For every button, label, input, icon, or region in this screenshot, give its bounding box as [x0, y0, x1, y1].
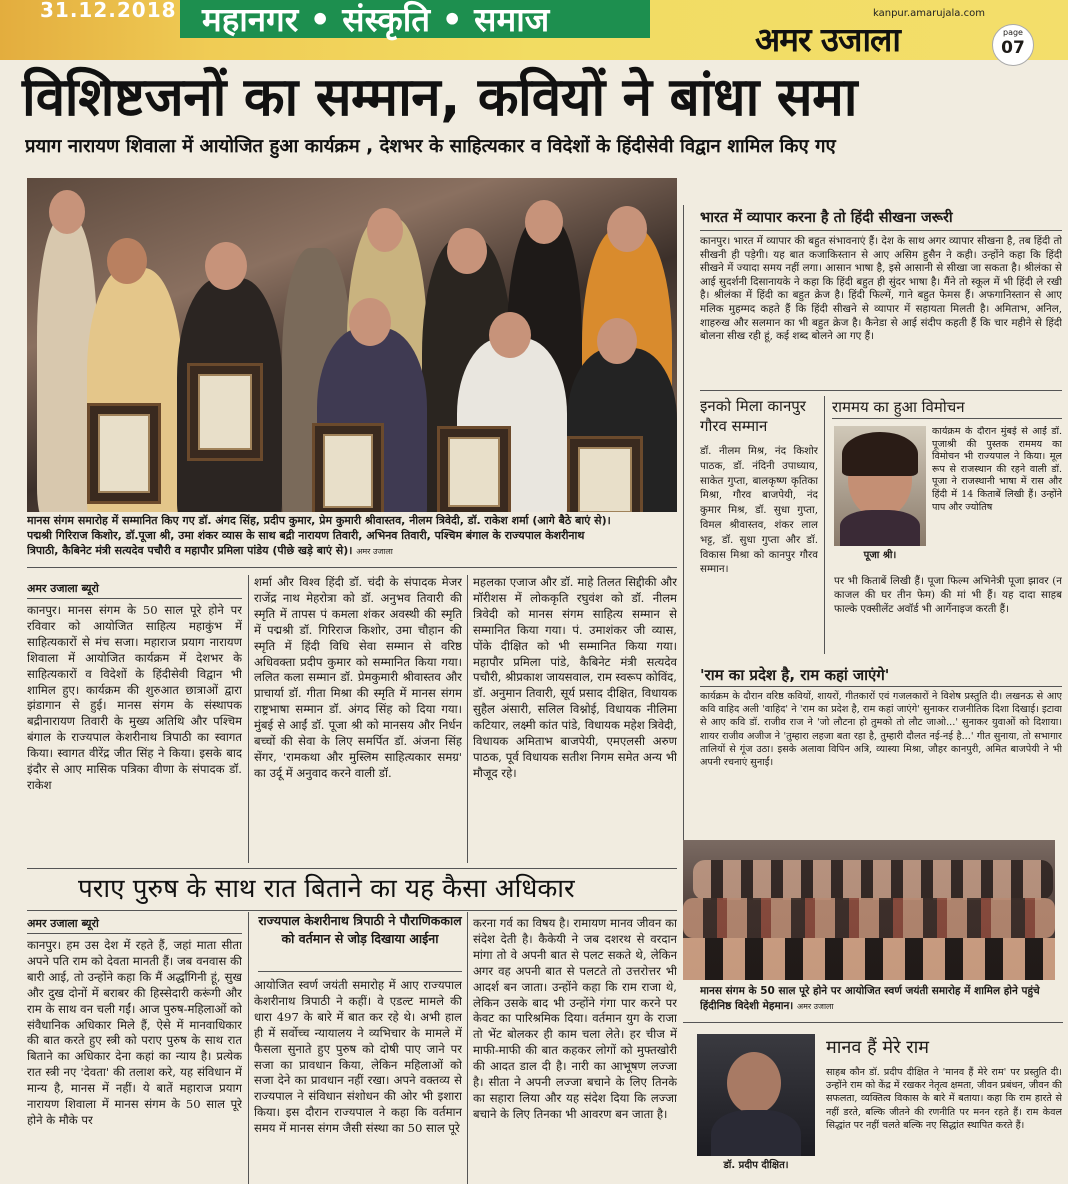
- second-article-col-3: [473, 916, 677, 1184]
- group-photo-credit: अमर उजाला: [796, 1002, 834, 1011]
- main-article-col-2: [254, 575, 462, 863]
- sidebar-india-text: कानपुर। भारत में व्यापार की बहुत संभावनाएं हैं। देश के साथ अगर व्यापार सीखना है, तब हिंदी तो सीखनी ही पड़ेगी। यह बात कजाकिस्तान से आए असिम हुसैन ने कही। उन्होंने कहा कि हिंदी सीखने में ज्यादा समय नहीं लगा। आसान भाषा है, इसे आसानी से सीखा जा सकता है। श्रीलंका से आई सुदर्शनी दिसानायके ने कहा कि हिंदी बहुत ही सुंदर भाषा है। मैंने तो स्कूल में भी हिंदी ले रखी है। श्रीलंका में हिंदी का बहुत क्रेज है। हिंदी फिल्में, गाने बहुत फेमस हैं। अफगानिस्तान से आए मलिक मुहम्मद कहते हैं कि हिंदी सीखने से व्यापार में सहायता मिलती है। अमिताभ, अनिल, शाहरुख और सलमान का भी बहुत क्रेज है। कैनेडा से आई संदीप कहती हैं कि चार महीने से हिंदी बोलना सीख रही हूं, कई शब्द बोलने आ गए हैं।: [700, 235, 1062, 343]
- governor-box-heading: राज्यपाल केशरीनाथ त्रिपाठी ने पौराणिककाल को वर्तमान से जोड़ दिखाया आईना: [258, 913, 462, 946]
- main-headline: विशिष्टजनों का सम्मान, कवियों ने बांधा समा: [22, 67, 858, 128]
- sidebar-gaurav-heading: इनको मिला कानपुर गौरव सम्मान: [700, 397, 806, 435]
- sidebar-india-box: [700, 208, 1062, 383]
- page-number: 07: [1001, 38, 1025, 58]
- pooja-shree-caption: पूजा श्री।: [863, 550, 897, 561]
- second-article-col-2: [254, 978, 462, 1184]
- sidebar-manav-text: साहब कौन डॉ. प्रदीप दीक्षित ने 'मानव हैं मेरे राम' पर प्रस्तुति दी। उन्होंने राम को केंद्र में रखकर नेतृत्व क्षमता, जीवन प्रबंधन, जीवन की सफलता, व्यक्तित्व विकास के बारे में बताया। कहा कि राम हारते से नहीं डरते, बल्कि जीतने की रणनीति पर मनन रहते हैं। राम केवल सिद्धांत पर नहीं चलते बल्कि नए सिद्धांत स्थापित करते हैं।: [826, 1067, 1062, 1131]
- photo-credit: अमर उजाला: [356, 547, 393, 556]
- governor-highlight-box: [258, 912, 462, 972]
- pooja-shree-photo: [834, 426, 926, 546]
- main-article-col-3-text: महलका एजाज और डॉ. माहे तिलत सिद्दीकी और मॉरीशस में लोककृति रघुवंश को डॉ. नीलम त्रिवेदी को मानस संगम साहित्य सम्मान से सम्मानित किया गया। पं. उमाशंकर जी व्यास, पोंके दीक्षित को भी सम्मानित किया गया। महापौर प्रमिला पांडे, कैबिनेट मंत्री सत्यदेव पचौरी, श्रीप्रकाश जायसवाल, राम स्वरूप कोविंद, डॉ. अनुमान तिवारी, सूर्य प्रसाद दीक्षित, विधायक सुहैल अंसारी, सलिल विश्नोई, विधायक नीलिमा कटियार, लक्ष्मी कांत पांडे, विधायक महेश त्रिवेदी, विधायक अमिताभ बाजपेयी, एमएलसी अरुण पाठक, पूर्व विधायक सतीश निगम समेत अन्य भी मौजूद रहे।: [473, 575, 677, 780]
- second-headline: पराए पुरुष के साथ रात बिताने का यह कैसा अधिकार: [78, 874, 575, 904]
- page-badge-label: page: [1003, 28, 1023, 37]
- photo-caption-line-2: पद्मश्री गिरिराज किशोर, डॉ.पूजा श्री, उमा शंकर व्यास के साथ बद्री नारायण तिवारी, अभिनव तिवारी, पश्चिम बंगाल के राज्यपाल केशरीनाथ: [27, 529, 585, 542]
- paper-logo: अमर उजाला: [755, 20, 900, 59]
- main-article-col-1-text: कानपुर। मानस संगम के 50 साल पूरे होने पर रविवार को आयोजित साहित्य महाकुंभ में साहित्यकारों से मंच सजा। महाराज प्रयाग नारायण शिवाला में आयोजित कार्यक्रम में देशभर के साहित्यकारों व विदेशों के हिंदीसेवी विद्वान भी शामिल हुए। कार्यक्रम की शुरुआत छात्राओं द्वारा झंडागान से हुई। मानस संगम के संस्थापक बद्रीनारायण तिवारी के मुख्य अतिथि और पश्चिम बंगाल के राज्यपाल केशरीनाथ त्रिपाठी का स्वागत किया। स्वागत वीरेंद्र जीत सिंह ने किया। इसके बाद इंदौर से आए मासिक पत्रिका वीणा के संपादक डॉ. राकेश: [27, 603, 242, 792]
- sidebar-vimochan-text: कार्यक्रम के दौरान मुंबई से आईं डॉ. पूजाश्री की पुस्तक राममय का विमोचन भी राज्यपाल ने किया। मूल रूप से राजस्थान की रहने वाली डॉ. पूजा ने राजस्थानी भाषा में रास और हिंदी में 14 किताबें लिखी हैं। उन्होंने पाप और ज्योतिष: [932, 426, 1062, 513]
- photo-caption-line-3: त्रिपाठी, कैबिनेट मंत्री सत्यदेव पचौरी व महापौर प्रमिला पांडेय (पीछे खड़े बाएं से)।: [27, 544, 353, 557]
- sidebar-gaurav-text: डॉ. नीलम मिश्र, नंद किशोर पाठक, डॉ. नंदिनी उपाध्याय, साकेत गुप्ता, बालकृष्ण कृतिका मिश्रा, गौरव बाजपेयी, नंद कुमार मिश्र, डॉ. सुधा गुप्ता, विमल श्रीवास्तव, शंकर लाल भट्ट, डॉ. सुधा गुप्ता और डॉ. विकास मिश्रा को कानपुर गौरव सम्मान।: [700, 445, 818, 576]
- second-byline: अमर उजाला ब्यूरो: [27, 917, 99, 930]
- second-article-col-2-text: आयोजित स्वर्ण जयंती समारोह में आए राज्यपाल केशरीनाथ त्रिपाठी ने कहीं। वे एडल्ट मामले की धारा 497 के बारे में बात कर रहे थे। अभी हाल ही में सर्वोच्च न्यायालय ने व्यभिचार के मामले में फैसला सुनाते हुए पुरुष को दोषी पाए जाने पर सजा का प्रावधान किया, लेकिन महिलाओं को सजा देने का प्रावधान नहीं रखा। अपने वक्तव्य से राज्यपाल ने संविधान संशोधन की ओर भी इशारा किया। इस दौरान राज्यपाल ने कहा कि वर्तमान समय में मानस संगम जैसी संस्था का 50 साल पूरे: [254, 978, 462, 1136]
- sidebar-vimochan-box: [832, 396, 1062, 661]
- sidebar-vimochan-text-2: पर भी किताबें लिखी हैं। पूजा फिल्म अभिनेत्री पूजा झावर (न काजल की घर तीन फेम) की मां भी हैं। यह दादा साहब फाल्के एक्सीलेंट अवॉर्ड भी आर्गेनाइज करती हैं।: [834, 575, 1062, 615]
- pradeep-dixit-caption: डॉ. प्रदीप दीक्षित।: [723, 1160, 789, 1171]
- main-article-col-1: [27, 603, 242, 861]
- sidebar-ram-heading: 'राम का प्रदेश है, राम कहां जाएंगे': [700, 664, 1062, 687]
- main-subheadline: प्रयाग नारायण शिवाला में आयोजित हुआ कार्यक्रम , देशभर के साहित्यकार व विदेशों के हिंदीसेवी विद्वान शामिल किए गए: [25, 136, 836, 157]
- issue-date: 31.12.2018: [40, 0, 177, 22]
- sidebar-manav-heading: मानव हैं मेरे राम: [826, 1037, 930, 1058]
- second-article-col-1: [27, 938, 242, 1184]
- sidebar-ram-box: [700, 664, 1062, 834]
- photo-caption: [27, 513, 677, 563]
- sidebar-ram-text: कार्यक्रम के दौरान वरिष्ठ कवियों, शायरों, गीतकारों एवं गजलकारों ने विशेष प्रस्तुति दी। लखनऊ से आए कवि वाहिद अली 'वाहिद' ने 'राम का प्रदेश है, राम कहां जाएंगे' सुनाकर राजनीतिक दिशा दिखाई। इटावा से आए कवि डॉ. राजीव राज ने 'जो लौटना हो तुमको तो लौट जाओ...' सुनाकर युवाओं को दिशाया। शायर राजीव अजीज ने 'तुम्हारा लहजा बता रहा है, तुम्हारी दौलत नई-नई है...' गीत सुनाया, तो सभागार तालियों से गूंज उठा। इसके अलावा विपिन अत्रि, व्यास्या मिश्रा, जौहर कानपुरी, अमित बाजपेयी ने भी अपनी रचनाएं सुनाईं।: [700, 691, 1062, 769]
- sidebar-gaurav-box: [700, 396, 818, 666]
- second-article-col-3-text: करना गर्व का विषय है। रामायण मानव जीवन का संदेश देती है। कैकेयी ने जब दशरथ से वरदान मांगा तो वे अपनी बात से पलट सकते थे, लेकिन अगर वह अपनी बात से पलटते तो उत्तरोत्तर भी आदर्श बन जाता। उन्होंने कहा कि राम राजा थे, लेकिन उसके बाद भी उन्होंने गंगा पार करने पर केवट का पारिश्रमिक दिया। वर्तमान युग के राजा तो भेंट बोलकर ही काम चला लेते। हर चीज में माफी-माफी की बात कहकर लोगों को मुफ्तखोरी की आदत डाल दी है। नारी का आभूषण लज्जा है। सीता ने अपनी लज्जा बचाने के लिए तिनके का सहारा लिया और यह संदेश दिया कि लज्जा बचाने के लिए तिनका भी आवरण बन जाता है।: [473, 916, 677, 1121]
- foreign-guests-group-photo: [683, 840, 1055, 980]
- pradeep-dixit-photo: [697, 1034, 815, 1156]
- photo-caption-line-1: मानस संगम समारोह में सम्मानित किए गए डॉ. अंगद सिंह, प्रदीप कुमार, प्रेम कुमारी श्रीवास्तव, नीलम त्रिवेदी, डॉ. राकेश शर्मा (आगे बैठे बाएं से)।: [27, 514, 611, 527]
- main-article-col-3: [473, 575, 677, 863]
- main-article-col-2-text: शर्मा और विश्व हिंदी डॉ. चंदी के संपादक मेजर राजेंद्र नाथ मेहरोत्रा को डॉ. अनुभव तिवारी की स्मृति में तापस पं कमला शंकर अवस्थी की स्मृति में पद्मश्री डॉ. गिरिराज किशोर, उमा चौहान की स्मृति में हिंदी विधि सेवा सम्मान से वरिष्ठ अधिवक्ता प्रदीप कुमार को सम्मानित किया गया। ललित कला सम्मान डॉ. प्रेमकुमारी श्रीवास्तव और प्राचार्या डॉ. गीता मिश्रा की स्मृति में मानस संगम राष्ट्रभाषा सम्मान डॉ. अंगद सिंह को दिया गया। मुंबई से आईं डॉ. पूजा श्री को मानसय और निर्धन बच्चों की सेवा के लिए समर्पित डॉ. अंजना सिंह सेंगर, 'रामकथा और मुस्लिम साहित्यकार समग्र' का उर्दू में अनुवाद करने वाली डॉ.: [254, 575, 462, 780]
- second-article-col-1-text: कानपुर। हम उस देश में रहते हैं, जहां माता सीता अपने पति राम को देवता मानती हैं। जब वनवास की बारी आई, तो उन्होंने कहा कि मैं अर्द्धांगिनी हूं, सुख और दुख दोनों में बराबर की हिस्सेदारी करूंगी और राम के साथ वन चली गईं। आज पुरुष-महिलाओं को संवैधानिक अधिकार मिले हैं, ऐसे में मानवाधिकार की बात करते हुए स्त्री को पराए पुरुष के साथ रात बिताने का अधिकार देना कहां का न्याय है। प्रत्येक रात स्त्री नए 'देवता' की तलाश करे, यह संविधान में मान्य है, मानस में नहीं। ये बातें महाराज प्रयाग नारायण शिवाला में मानस संगम के 50 साल पूरे होने के मौके पर: [27, 938, 242, 1127]
- main-byline: अमर उजाला ब्यूरो: [27, 582, 99, 595]
- sidebar-vimochan-heading: राममय का हुआ विमोचन: [832, 396, 1062, 419]
- section-banner: [180, 0, 650, 38]
- masthead: [0, 0, 1068, 60]
- group-photo-caption-text: मानस संगम के 50 साल पूरे होने पर आयोजित स्वर्ण जयंती समारोह में शामिल होने पहुंचे हिंदीनिष्ठ विदेशी मेहमान।: [700, 985, 1040, 1012]
- award-ceremony-photo: [27, 178, 677, 512]
- group-photo-caption: [700, 984, 1062, 1018]
- section-title: महानगर • संस्कृति • समाज: [202, 0, 550, 39]
- sidebar-india-heading: भारत में व्यापार करना है तो हिंदी सीखना जरूरी: [700, 208, 1062, 231]
- website-url: kanpur.amarujala.com: [873, 8, 985, 19]
